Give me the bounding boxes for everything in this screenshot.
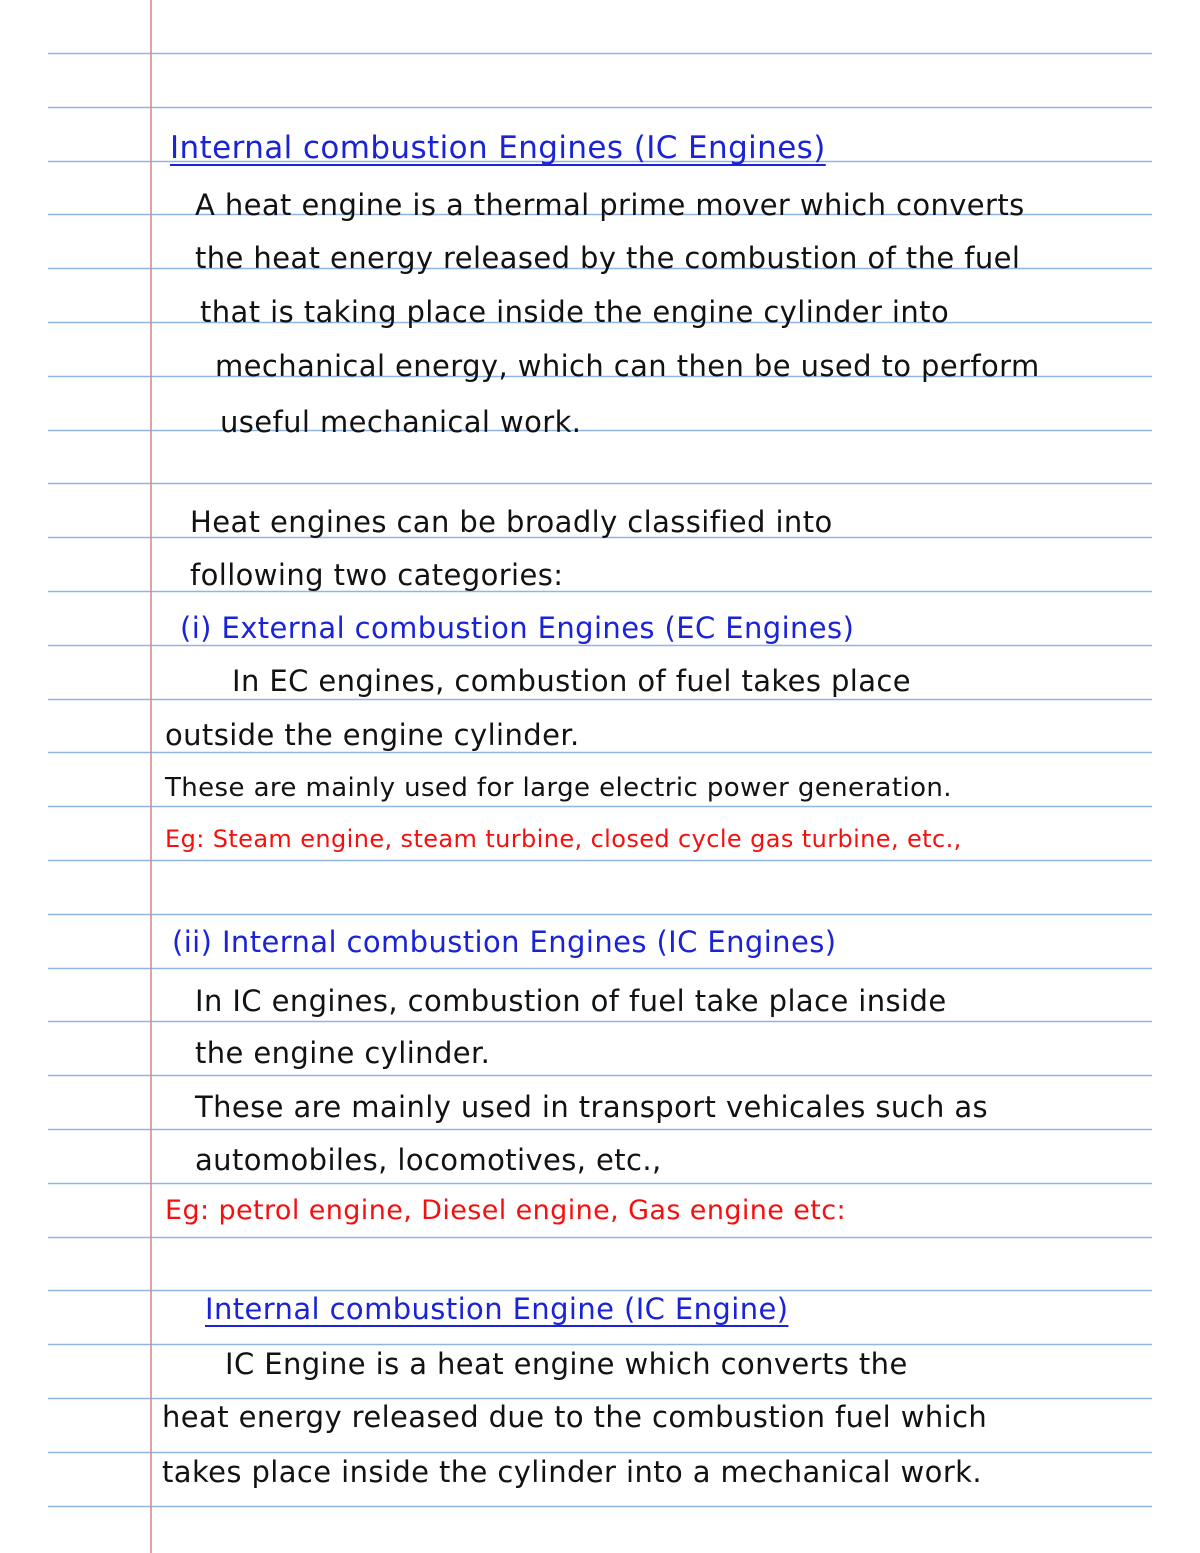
ic-body-line-1: In IC engines, combustion of fuel take place inside <box>195 984 947 1018</box>
definition-line-2: heat energy released due to the combustion fuel which <box>162 1400 988 1434</box>
ec-body-line-3: These are mainly used for large electric power generation. <box>165 773 952 803</box>
definition-heading: Internal combustion Engine (IC Engine) <box>205 1292 789 1326</box>
classification-line-2: following two categories: <box>190 558 564 592</box>
intro-line-5: useful mechanical work. <box>220 405 582 439</box>
definition-line-3: takes place inside the cylinder into a mechanical work. <box>162 1455 982 1489</box>
ic-example: Eg: petrol engine, Diesel engine, Gas engine etc: <box>165 1195 847 1226</box>
ic-engines-heading: (ii) Internal combustion Engines (IC Engines) <box>172 925 837 959</box>
ic-body-line-4: automobiles, locomotives, etc., <box>195 1143 662 1177</box>
ec-example: Eg: Steam engine, steam turbine, closed cycle gas turbine, etc., <box>165 825 962 853</box>
intro-line-4: mechanical energy, which can then be used to perform <box>215 349 1040 383</box>
ec-body-line-1: In EC engines, combustion of fuel takes place <box>232 664 911 698</box>
ic-body-line-2: the engine cylinder. <box>195 1036 491 1070</box>
intro-line-2: the heat energy released by the combustion of the fuel <box>195 241 1021 275</box>
classification-line-1: Heat engines can be broadly classified into <box>190 505 833 539</box>
ec-body-line-2: outside the engine cylinder. <box>165 718 580 752</box>
intro-line-3: that is taking place inside the engine cylinder into <box>200 295 950 329</box>
ec-engines-heading: (i) External combustion Engines (EC Engines) <box>180 611 855 645</box>
ic-body-line-3: These are mainly used in transport vehicales such as <box>195 1090 989 1124</box>
definition-line-1: IC Engine is a heat engine which converts the <box>225 1347 908 1381</box>
main-heading: Internal combustion Engines (IC Engines) <box>170 130 826 166</box>
intro-line-1: A heat engine is a thermal prime mover which converts <box>195 188 1025 222</box>
